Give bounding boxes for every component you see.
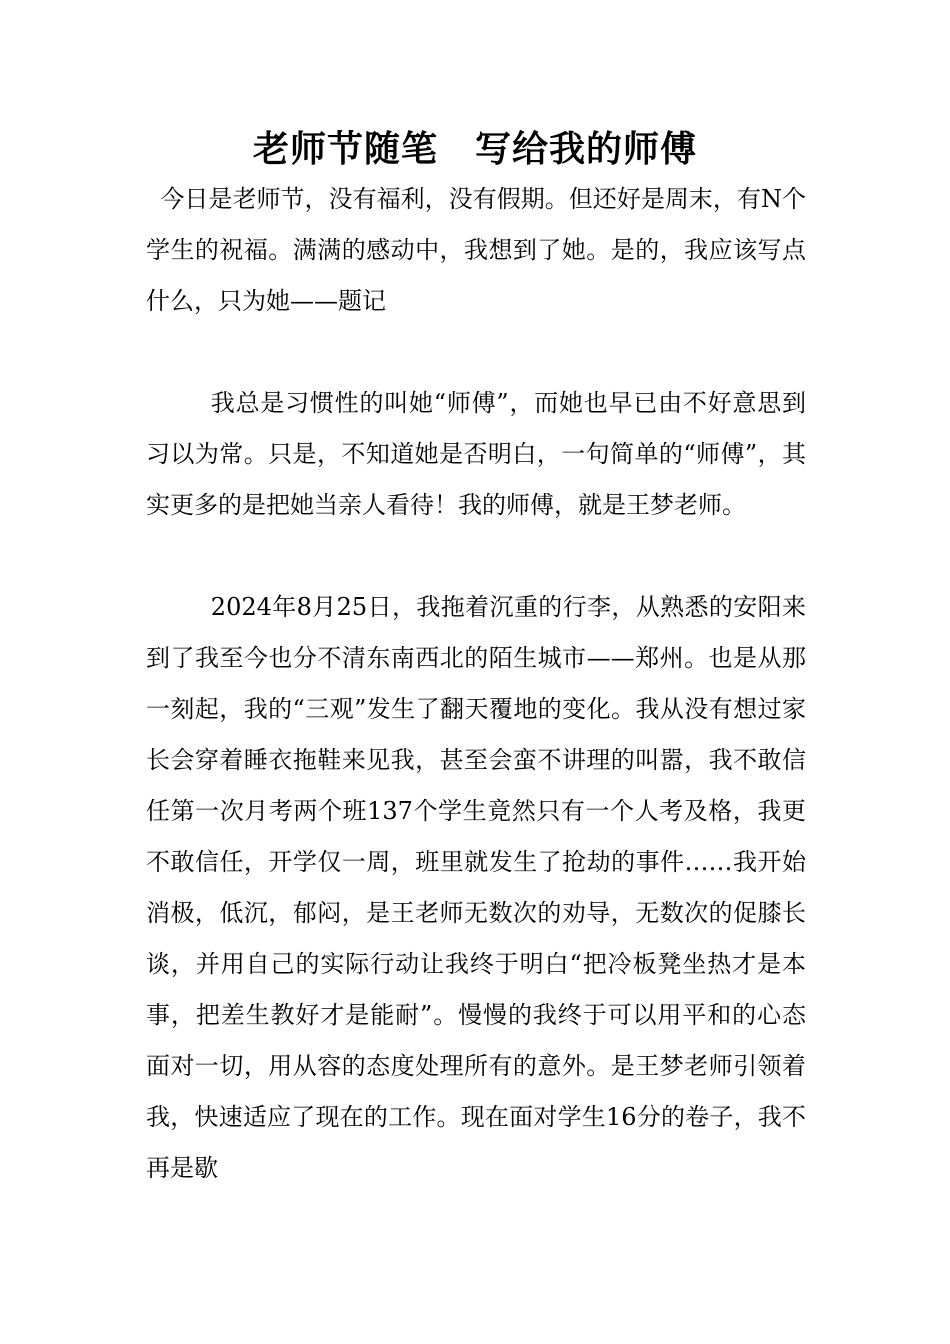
paragraph-epigraph: 今日是老师节，没有福利，没有假期。但还好是周末，有N个学生的祝福。满满的感动中，我想到了她。是的，我应该写点什么，只为她——题记 [146, 185, 806, 315]
paragraph-zhengzhou: 2024年8月25日，我拖着沉重的行李，从熟悉的安阳来到了我至今也分不清东南西北的陌生城市——郑州。也是从那一刻起，我的“三观”发生了翻天覆地的变化。我从没有想过家长会穿着睡衣拖鞋来见我，甚至会蛮不讲理的叫嚣，我不敢信任第一次月考两个班137个学生竟然只有一个人考及格，我更不敢信任，开学仅一周，班里就发生了抢劫的事件……我开始消极，低沉，郁闷，是王老师无数次的劝导，无数次的促膝长谈，并用自己的实际行动让我终于明白“把冷板凳坐热才是本事，把差生教好才是能耐”。慢慢的我终于可以用平和的心态面对一切，用从容的态度处理所有的意外。是王梦老师引领着我，快速适应了现在的工作。现在面对学生16分的卷子，我不再是歇 [146, 593, 806, 1182]
document-title: 老师节随笔 写给我的师傅 [252, 129, 697, 170]
paragraph-spacer [146, 327, 806, 378]
paragraph-spacer [146, 531, 806, 582]
paragraph-shifu: 我总是习惯性的叫她“师傅”，而她也早已由不好意思到习以为常。只是，不知道她是否明白，一句简单的“师傅”，其实更多的是把她当亲人看待！我的师傅，就是王梦老师。 [146, 389, 806, 519]
document-body [146, 174, 806, 1194]
